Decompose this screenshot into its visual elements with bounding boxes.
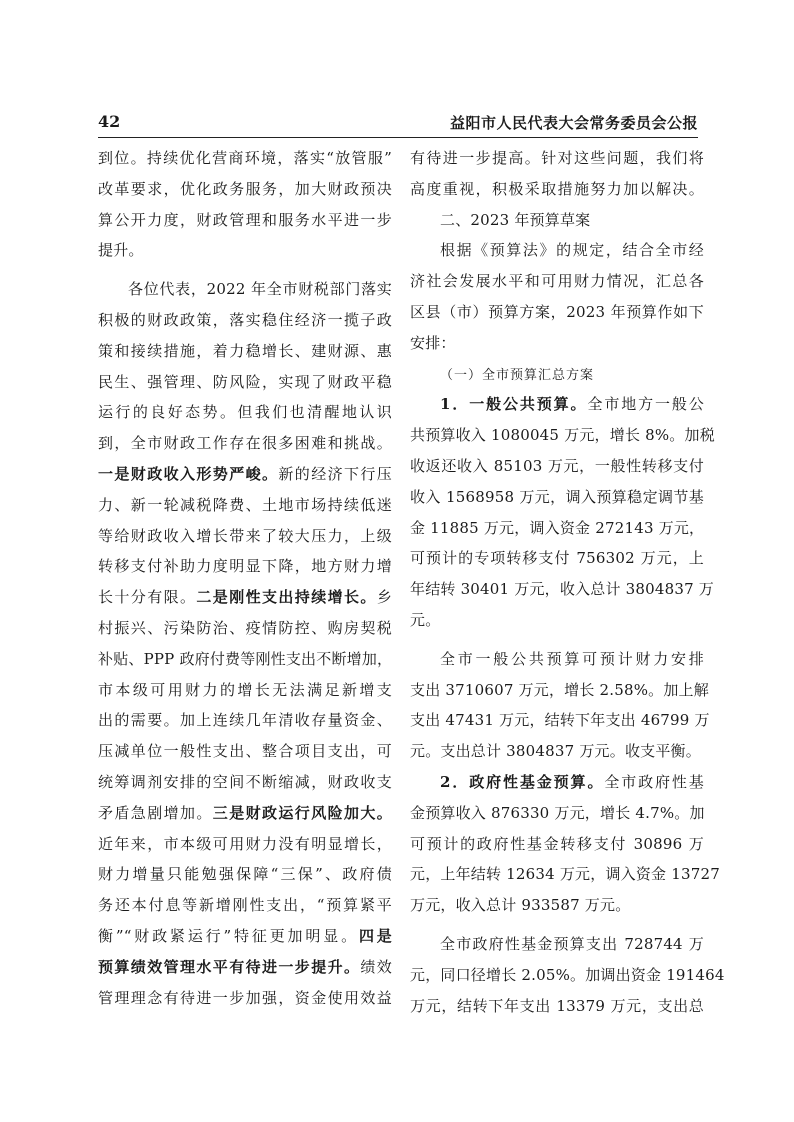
text-line (98, 305, 392, 336)
bold-text-segment: 四是 (358, 926, 392, 945)
paragraph-gap (98, 266, 392, 274)
bold-text-segment: 二是刚性支出持续增长。 (196, 588, 377, 607)
text-segment: 转移支付补助力度明显下降，地方财力增 (98, 557, 392, 576)
paragraph-gap (410, 636, 704, 644)
text-segment: 全市政府性基 (604, 772, 704, 791)
text-line (410, 991, 704, 1022)
text-segment: 二、2023 年预算草案 (440, 210, 591, 229)
bold-text-segment: 一是财政收入形势严峻。 (98, 464, 279, 483)
text-segment: 乡 (376, 588, 393, 607)
text-line (98, 859, 392, 890)
text-segment: 可预计的政府性基金转移支付 30896 万 (410, 834, 704, 853)
text-line (410, 574, 714, 605)
text-line (410, 605, 704, 636)
text-line (98, 952, 392, 983)
text-segment: 近年来，市本级可用财力没有明显增长， (98, 834, 392, 853)
text-segment: 补贴、PPP 政府付费等刚性支出不断增加， (98, 649, 393, 668)
text-line (98, 921, 392, 952)
text-line (410, 543, 704, 574)
text-line (98, 205, 392, 236)
text-line (410, 736, 704, 767)
text-line (98, 829, 392, 860)
text-line (410, 266, 704, 297)
text-segment: 支出 3710607 万元，增长 2.58%。加上解 (410, 680, 709, 699)
text-line (98, 798, 392, 829)
text-segment: 市本级可用财力的增长无法满足新增支 (98, 680, 392, 699)
text-segment: 出的需要。加上连续几年清收存量资金、 (98, 711, 392, 730)
text-line (410, 205, 704, 236)
left-column (98, 143, 392, 1013)
text-line (410, 798, 704, 829)
text-line (410, 644, 704, 675)
text-segment: 可预计的专项转移支付 756302 万元，上 (410, 549, 704, 568)
text-segment: 务还本付息等新增刚性支出，“预算紧平 (98, 896, 392, 915)
text-segment: 有待进一步提高。针对这些问题，我们将 (410, 149, 704, 167)
text-line (98, 767, 392, 798)
text-line (98, 274, 392, 305)
text-segment: 根据《预算法》的规定，结合全市经 (440, 241, 704, 260)
text-line (98, 890, 392, 921)
text-segment: 村振兴、污染防治、疫情防控、购房契税 (98, 618, 392, 637)
text-segment: 管理理念有待进一步加强，资金使用效益 (98, 988, 392, 1007)
text-segment: 区县（市）预算方案，2023 年预算作如下 (410, 302, 704, 321)
text-line (410, 829, 704, 860)
text-segment: 金 11885 万元，调入资金 272143 万元， (410, 518, 705, 537)
text-line (410, 705, 710, 736)
text-segment: 新的经济下行压 (278, 464, 393, 483)
text-line (98, 367, 392, 398)
text-segment: 万元，收入总计 933587 万元。 (410, 896, 631, 915)
text-line (98, 705, 392, 736)
bold-text-segment: 预算绩效管理水平有待进一步提升。 (98, 957, 361, 976)
text-line (98, 675, 392, 706)
text-segment: 高度重视，积极采取措施努力加以解决。 (410, 179, 704, 198)
text-segment: 衡”“财政紧运行”特征更加明显。 (98, 926, 359, 945)
header-rule (98, 137, 698, 138)
text-line (410, 389, 704, 420)
text-line (410, 420, 715, 451)
text-segment: 到位。持续优化营商环境，落实“放管服” (98, 149, 392, 167)
text-line (98, 983, 392, 1014)
bold-text-segment: 2．政府性基金预算。 (440, 772, 605, 791)
paragraph-gap (410, 921, 704, 929)
text-segment: 等给财政收入增长带来了较大压力，上级 (98, 526, 392, 545)
text-line (410, 174, 704, 205)
text-segment: 各位代表，2022 年全市财税部门落实 (128, 280, 392, 299)
text-line (410, 235, 704, 266)
text-line (98, 459, 392, 490)
text-line (98, 490, 392, 521)
text-line (410, 359, 704, 390)
text-line (98, 613, 392, 644)
text-line (410, 143, 704, 174)
text-segment: 全市一般公共预算可预计财力安排 (440, 649, 704, 668)
text-segment: 济社会发展水平和可用财力情况，汇总各 (410, 272, 704, 291)
text-segment: 金预算收入 876330 万元，增长 4.7%。加 (410, 803, 705, 822)
text-line (410, 513, 704, 544)
text-segment: 安排： (410, 333, 456, 352)
text-segment: 压减单位一般性支出、整合项目支出，可 (98, 742, 392, 761)
text-segment: 元，上年结转 12634 万元，调入资金 13727 (410, 865, 720, 884)
right-column (410, 143, 725, 1021)
text-segment: 矛盾急剧增加。 (98, 803, 213, 822)
text-segment: 力、新一轮减税降费、土地市场持续低迷 (98, 495, 392, 514)
text-segment: 长十分有限。 (98, 588, 197, 607)
text-segment: 积极的财政政策，落实稳住经济一揽子政 (98, 310, 392, 329)
text-line (98, 235, 392, 266)
text-line (98, 336, 392, 367)
text-segment: 年结转 30401 万元，收入总计 3804837 万 (410, 580, 714, 599)
text-segment: 财力增量只能勉强保障“三保”、政府债 (98, 865, 392, 884)
bold-text-segment: 1．一般公共预算。 (440, 395, 588, 414)
text-segment: 绩效 (360, 957, 393, 976)
text-line (98, 428, 392, 459)
text-line (410, 767, 704, 798)
text-segment: 运行的良好态势。但我们也清醒地认识 (98, 403, 392, 422)
text-line (98, 521, 392, 552)
text-line (98, 736, 392, 767)
text-segment: 元，同口径增长 2.05%。加调出资金 191464 (410, 965, 725, 984)
running-header (98, 112, 698, 134)
text-segment: 支出 47431 万元，结转下年支出 46799 万 (410, 711, 710, 730)
text-segment: 算公开力度，财政管理和服务水平进一步 (98, 210, 392, 229)
text-segment: 统筹调剂安排的空间不断缩减，财政收支 (98, 772, 392, 791)
bold-text-segment: 三是财政运行风险加大。 (212, 803, 392, 822)
text-line (98, 174, 392, 205)
text-line (410, 929, 704, 960)
text-line (410, 890, 704, 921)
text-segment: 收返还收入 85103 万元，一般性转移支付 (410, 456, 704, 475)
text-segment: 元。 (410, 610, 441, 629)
text-segment: 策和接续措施，着力稳增长、建财源、惠 (98, 341, 392, 360)
text-segment: 到，全市财政工作存在很多困难和挑战。 (98, 434, 392, 453)
page-number: 42 (98, 112, 121, 131)
text-line (98, 644, 392, 675)
text-line (98, 551, 392, 582)
text-line (98, 582, 392, 613)
text-segment: 改革要求，优化政务服务，加大财政预决 (98, 179, 392, 198)
text-line (410, 482, 704, 513)
text-line (410, 297, 704, 328)
text-segment: 民生、强管理、防风险，实现了财政平稳 (98, 372, 392, 391)
text-line (410, 960, 725, 991)
journal-title: 益阳市人民代表大会常务委员会公报 (449, 114, 698, 132)
text-segment: 收入 1568958 万元，调入预算稳定调节基 (410, 487, 704, 506)
text-line (98, 397, 392, 428)
text-segment: 万元，结转下年支出 13379 万元，支出总 (410, 996, 704, 1015)
text-line (410, 675, 709, 706)
text-segment: （一）全市预算汇总方案 (440, 367, 595, 383)
text-line (410, 859, 720, 890)
text-segment: 元。支出总计 3804837 万元。收支平衡。 (410, 742, 701, 761)
text-line (410, 451, 704, 482)
text-segment: 共预算收入 1080045 万元，增长 8%。加税 (410, 426, 715, 445)
text-segment: 提升。 (98, 241, 144, 260)
text-segment: 全市政府性基金预算支出 728744 万 (440, 934, 704, 953)
text-segment: 全市地方一般公 (587, 395, 704, 414)
text-line (410, 328, 704, 359)
text-line (98, 143, 392, 174)
